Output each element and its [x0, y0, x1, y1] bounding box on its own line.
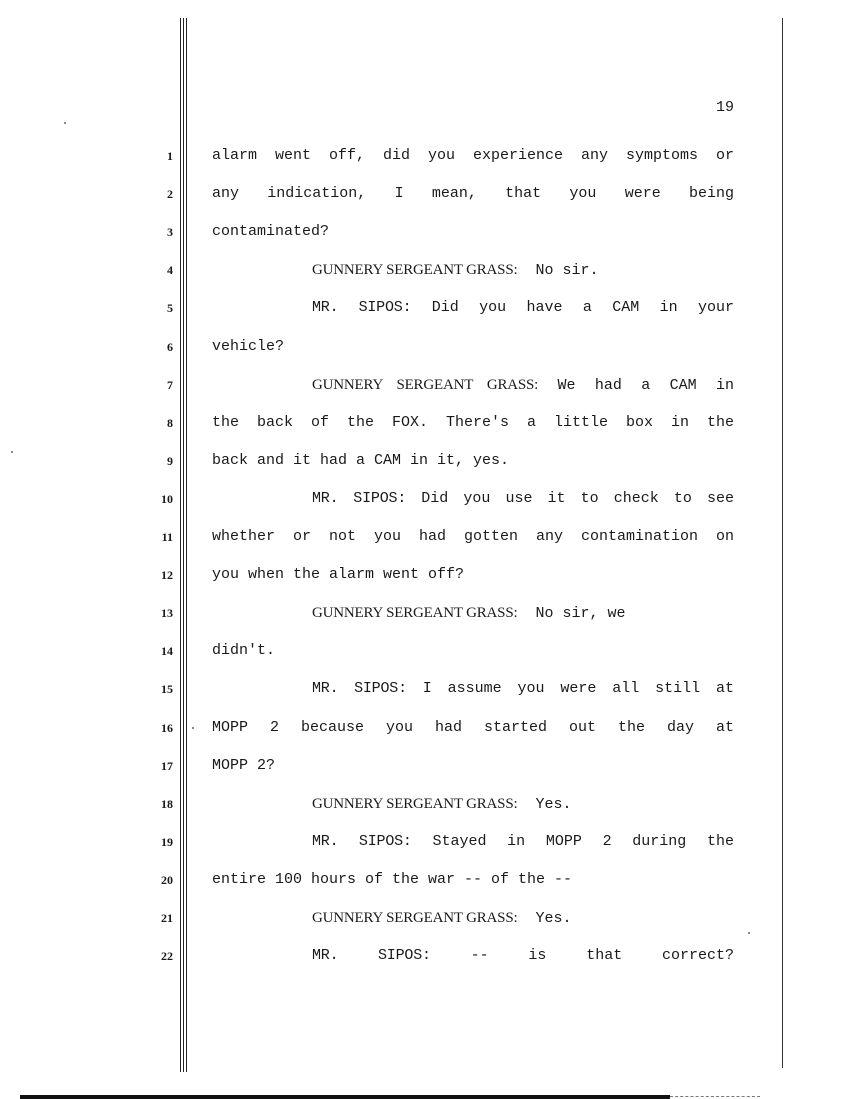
- line-number: 8: [167, 416, 173, 430]
- speech-text: No sir.: [535, 262, 599, 279]
- line-text: contaminated?: [212, 223, 330, 240]
- transcript-line: [0, 451, 850, 471]
- transcript-line: [0, 146, 850, 166]
- transcript-line: [0, 298, 850, 318]
- page-number: 19: [715, 99, 734, 116]
- line-number: 19: [161, 835, 173, 849]
- scan-speck: [64, 122, 66, 124]
- line-text: [312, 946, 734, 966]
- transcript-line: [0, 489, 850, 509]
- line-text: [312, 375, 734, 396]
- speaker-label: GUNNERY SERGEANT GRASS:: [312, 262, 518, 278]
- line-text: [312, 298, 734, 318]
- transcript-line: [0, 832, 850, 852]
- line-number: 3: [167, 225, 173, 239]
- speech-text: Did you use it to check to see: [421, 490, 734, 507]
- transcript-line: [0, 222, 850, 242]
- line-number: 1: [167, 149, 173, 163]
- line-number: 22: [161, 949, 173, 963]
- transcript-line: [0, 527, 850, 547]
- line-text: vehicle?: [212, 338, 285, 355]
- transcript-line: [0, 184, 850, 204]
- line-number: 12: [161, 568, 173, 582]
- speech-text: Yes.: [535, 910, 572, 927]
- line-text: didn't.: [212, 642, 276, 659]
- line-number: 4: [167, 263, 173, 277]
- line-text: whether or not you had gotten any contamination on: [212, 528, 734, 545]
- transcript-line: [0, 870, 850, 890]
- speech-text: No sir, we: [535, 605, 626, 622]
- line-text: MOPP 2 because you had started out the day at: [212, 719, 734, 736]
- transcript-line: [0, 413, 850, 433]
- speaker-label: GUNNERY SERGEANT GRASS:: [312, 796, 518, 812]
- line-number: 5: [167, 301, 173, 315]
- line-text: [312, 832, 734, 852]
- line-number: 13: [161, 606, 173, 620]
- speaker-label: GUNNERY SERGEANT GRASS:: [312, 605, 518, 621]
- line-text: [312, 603, 734, 624]
- line-text: [312, 489, 734, 509]
- speech-text: I assume you were all still at: [422, 680, 735, 697]
- line-number: 14: [161, 644, 173, 658]
- transcript-line: [0, 641, 850, 661]
- speech-text: We had a CAM in: [557, 377, 734, 394]
- line-text: [312, 794, 734, 815]
- speaker-label: GUNNERY SERGEANT GRASS:: [312, 377, 539, 393]
- transcript-line: [0, 337, 850, 357]
- line-text: the back of the FOX. There's a little box in the: [212, 414, 734, 431]
- line-number: 17: [161, 759, 173, 773]
- speaker-label: MR. SIPOS:: [312, 490, 407, 507]
- line-text: MOPP 2?: [212, 757, 276, 774]
- line-number: 20: [161, 873, 173, 887]
- speaker-label: MR. SIPOS:: [312, 833, 412, 850]
- speech-text: Yes.: [535, 796, 572, 813]
- transcript-line: [0, 794, 850, 814]
- line-number: 2: [167, 187, 173, 201]
- line-text: entire 100 hours of the war -- of the --: [212, 871, 573, 888]
- transcript-line: [0, 679, 850, 699]
- bottom-border: [20, 1095, 670, 1099]
- speaker-label: MR. SIPOS:: [312, 947, 431, 964]
- line-number: 15: [161, 682, 173, 696]
- transcript-line: [0, 603, 850, 623]
- transcript-line: [0, 375, 850, 395]
- line-text: back and it had a CAM in it, yes.: [212, 452, 510, 469]
- speech-text: Stayed in MOPP 2 during the: [432, 833, 734, 850]
- line-text: [312, 908, 734, 929]
- transcript-line: [0, 718, 850, 738]
- line-number: 21: [161, 911, 173, 925]
- transcript-line: [0, 946, 850, 966]
- line-number: 6: [167, 340, 173, 354]
- scan-speck: [748, 932, 750, 934]
- transcript-line: [0, 565, 850, 585]
- speaker-label: GUNNERY SERGEANT GRASS:: [312, 910, 518, 926]
- transcript-line: [0, 908, 850, 928]
- line-number: 9: [167, 454, 173, 468]
- line-text: any indication, I mean, that you were being: [212, 185, 734, 202]
- line-number: 11: [161, 530, 173, 544]
- line-number: 10: [161, 492, 173, 506]
- speech-text: -- is that correct?: [470, 947, 734, 964]
- speaker-label: MR. SIPOS:: [312, 680, 407, 697]
- transcript-line: [0, 260, 850, 280]
- line-number: 16: [161, 721, 173, 735]
- transcript-line: [0, 756, 850, 776]
- speaker-label: MR. SIPOS:: [312, 299, 412, 316]
- line-text: alarm went off, did you experience any symptoms or: [212, 147, 734, 164]
- line-number: 7: [167, 378, 173, 392]
- line-text: you when the alarm went off?: [212, 566, 465, 583]
- line-number: 18: [161, 797, 173, 811]
- line-text: [312, 679, 734, 699]
- line-text: [312, 260, 734, 281]
- bottom-border-tail: [670, 1096, 760, 1098]
- speech-text: Did you have a CAM in your: [431, 299, 734, 316]
